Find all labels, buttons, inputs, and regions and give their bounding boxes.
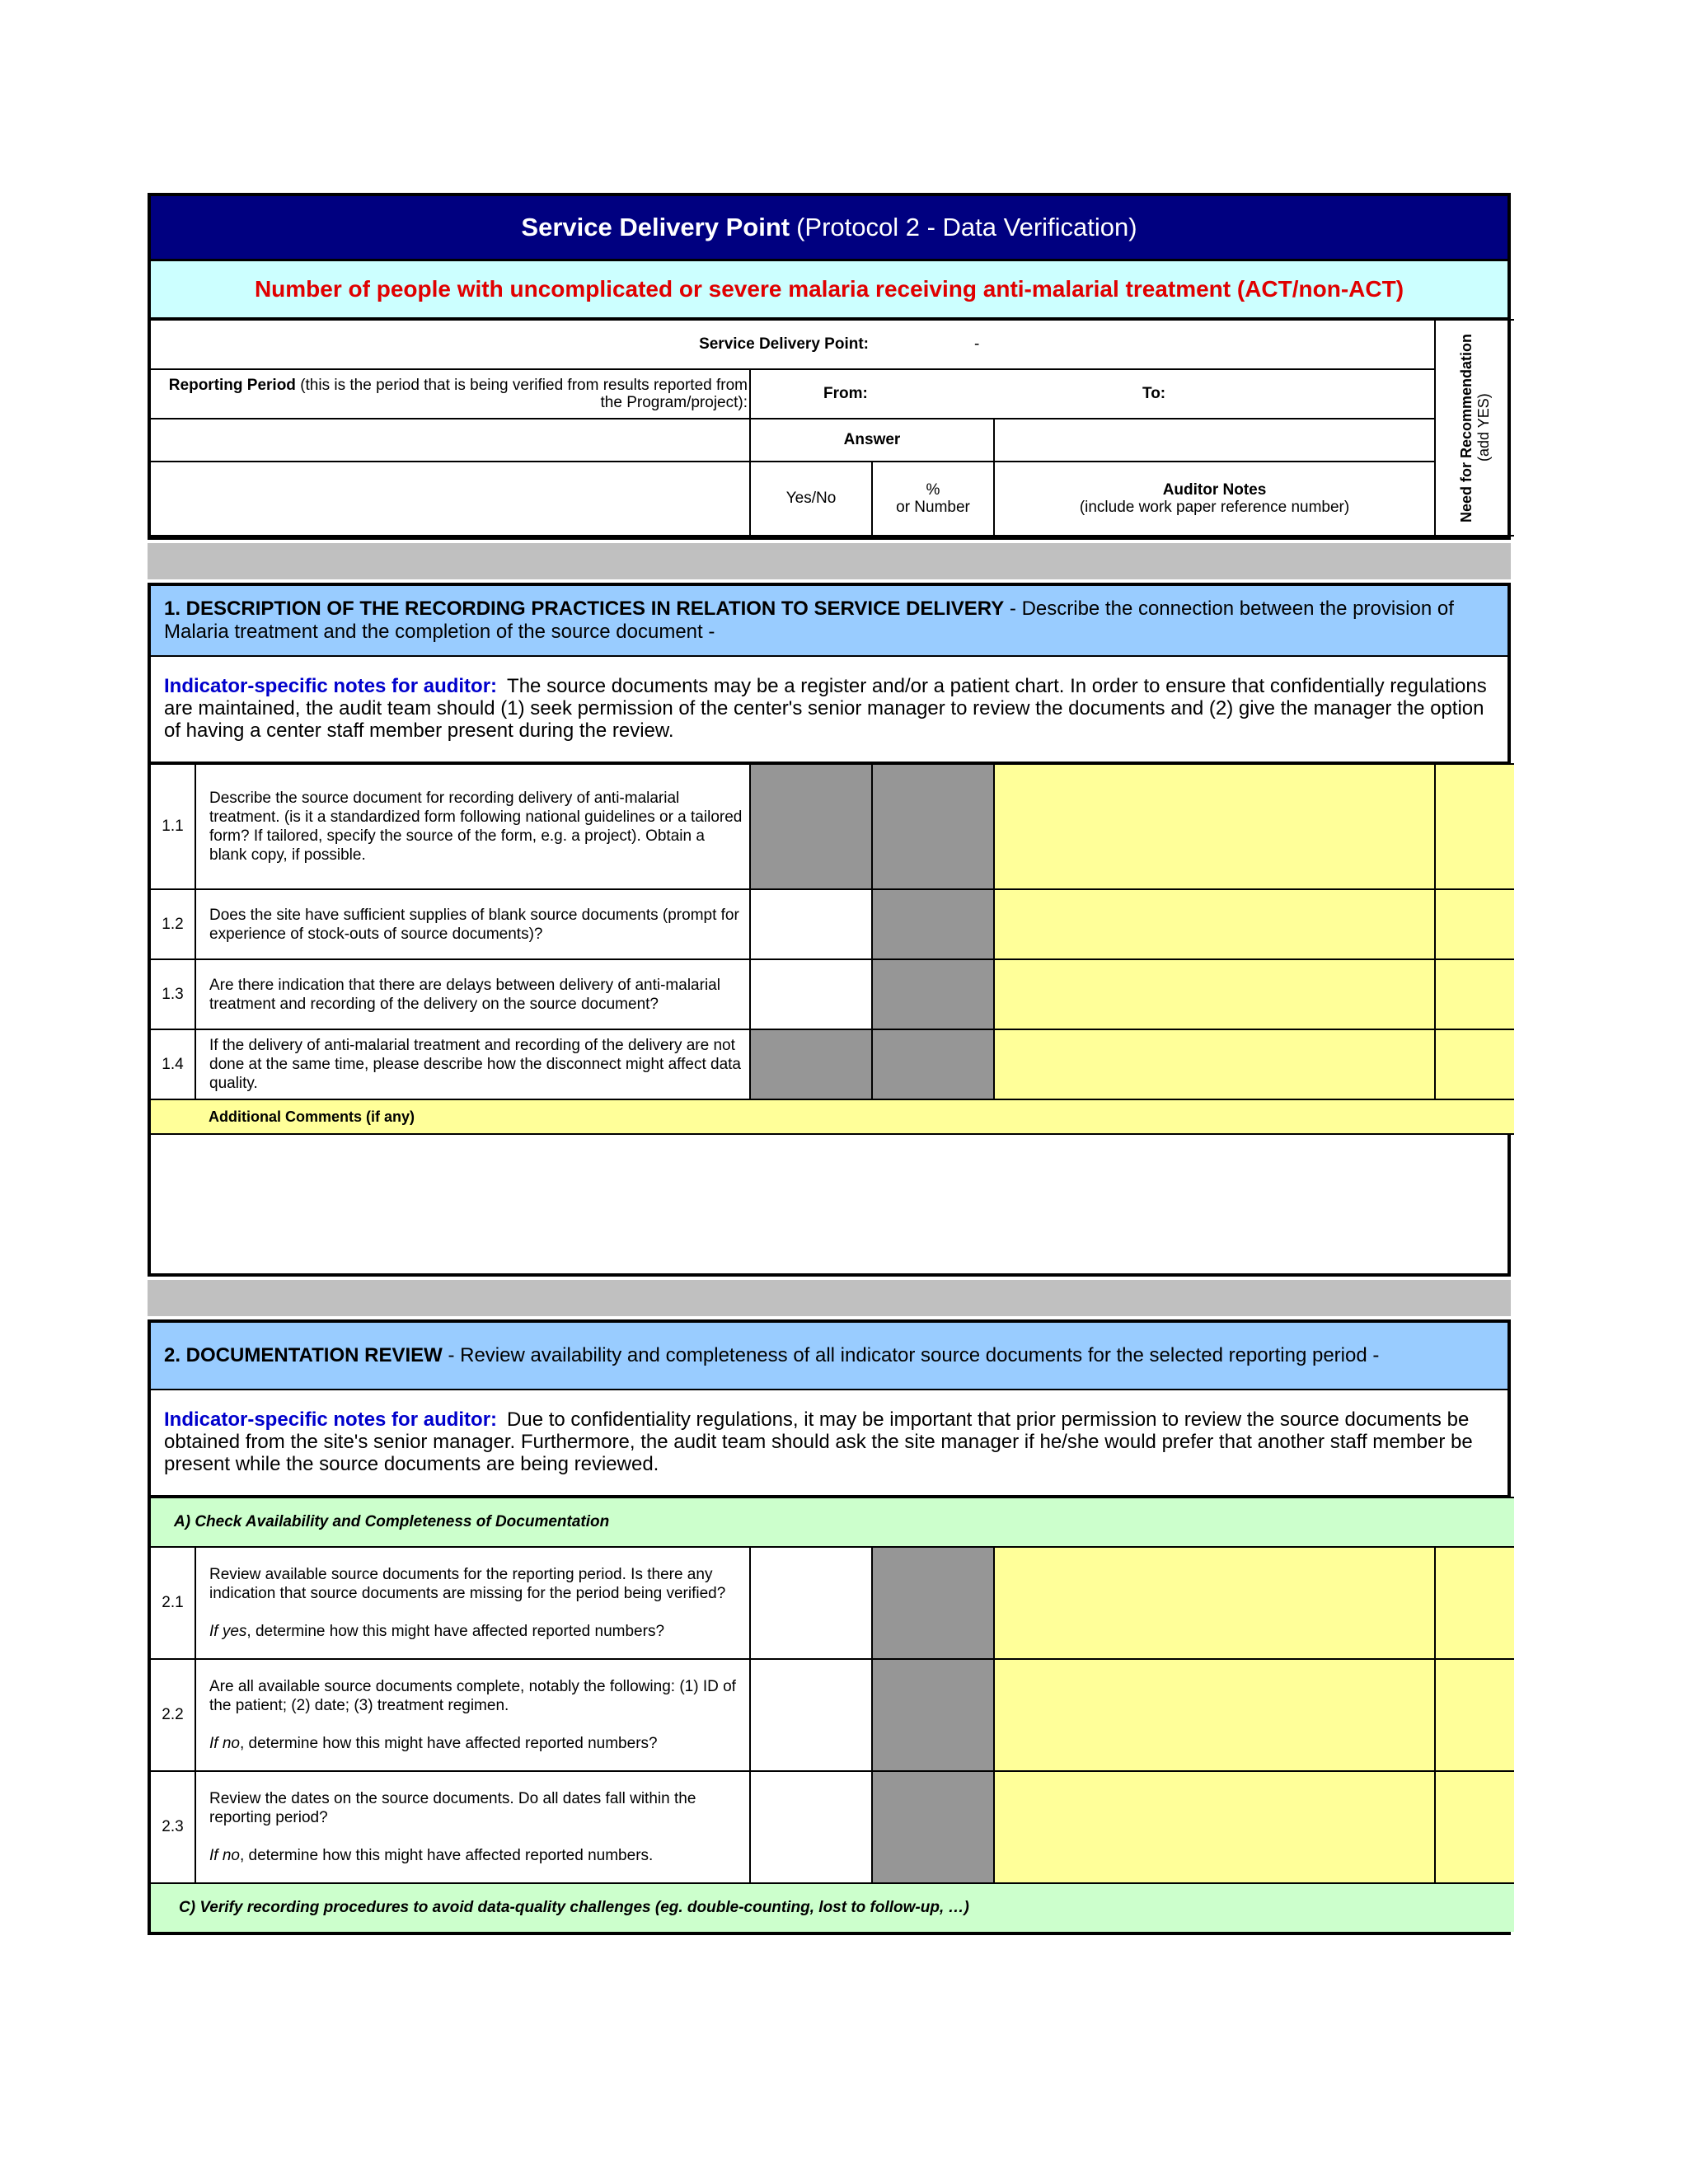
separator <box>148 1280 1511 1316</box>
need-recommendation-header <box>1435 320 1514 536</box>
additional-comments-label: Additional Comments (if any) <box>151 1099 1514 1134</box>
recommendation-input[interactable] <box>1435 959 1514 1029</box>
section-1-table <box>151 763 1514 1135</box>
subsection-c-row <box>151 1883 1514 1932</box>
section-1-heading: 1. DESCRIPTION OF THE RECORDING PRACTICES IN RELATION TO SERVICE DELIVERY - Describe the connection between the provision of Malaria treatment and the completion of the source document - <box>151 586 1507 657</box>
question-text: Describe the source document for recording delivery of anti-malarial treatment. (is it a standardized form following national guidelines or a tailored form? If tailored, specify the source of the form, e.g. a project). Obtain a blank copy, if possible. <box>195 764 750 889</box>
yesno-input[interactable] <box>750 889 872 959</box>
yesno-input[interactable] <box>750 1659 872 1771</box>
subsection-c-label: C) Verify recording procedures to avoid data-quality challenges (eg. double-counting, lost to follow-up, …) <box>151 1883 1514 1932</box>
table-row <box>151 1029 1514 1099</box>
separator <box>148 543 1511 579</box>
table-row <box>151 1659 1514 1771</box>
need-rec-label: Need for Recommendation <box>1457 333 1475 523</box>
section-1-notes: Indicator-specific notes for auditor: The source documents may be a register and/or a patient chart. In order to ensure that confidentially regulations are maintained, the audit team should (1) seek permission of the center's senior manager to review the documents and (2) give the manager the option of having a center staff member present during the review. <box>151 657 1507 763</box>
answer-header: Answer <box>750 419 994 462</box>
protocol-sheet <box>148 193 1511 1935</box>
recommendation-input[interactable] <box>1435 764 1514 889</box>
reporting-period-label: Reporting Period (this is the period that is being verified from results reported from the Program/project): <box>151 369 750 419</box>
form-title <box>151 196 1507 261</box>
question-text: Does the site have sufficient supplies of blank source documents (prompt for experience of stock-outs of source documents)? <box>195 889 750 959</box>
yesno-input[interactable] <box>750 1771 872 1883</box>
section-2-heading: 2. DOCUMENTATION REVIEW - Review availability and completeness of all indicator source documents for the selected reporting period - <box>151 1323 1507 1390</box>
form-title-rest: (Protocol 2 - Data Verification) <box>796 213 1137 241</box>
header-block <box>148 193 1511 540</box>
row-number: 2.3 <box>151 1771 195 1883</box>
row-number: 1.3 <box>151 959 195 1029</box>
pct-cell <box>872 1771 994 1883</box>
table-row <box>151 959 1514 1029</box>
indicator-title: Number of people with uncomplicated or severe malaria receiving anti-malarial treatment (ACT/non-ACT) <box>151 261 1507 319</box>
blank-cell <box>151 419 750 462</box>
header-table <box>151 319 1514 537</box>
need-rec-sub: (add YES) <box>1475 393 1492 462</box>
table-row <box>151 889 1514 959</box>
subsection-a-label: A) Check Availability and Completeness of Documentation <box>151 1497 1514 1547</box>
yesno-cell <box>750 764 872 889</box>
table-row <box>151 1771 1514 1883</box>
yesno-header: Yes/No <box>750 462 872 536</box>
yesno-input[interactable] <box>750 959 872 1029</box>
pct-cell <box>872 959 994 1029</box>
pct-cell <box>872 764 994 889</box>
row-number: 2.1 <box>151 1547 195 1659</box>
pct-cell <box>872 889 994 959</box>
recommendation-input[interactable] <box>1435 1029 1514 1099</box>
pct-cell <box>872 1659 994 1771</box>
pct-cell <box>872 1547 994 1659</box>
auditor-notes-input[interactable] <box>994 1547 1435 1659</box>
to-field[interactable]: To: <box>994 369 1435 419</box>
auditor-notes-input[interactable] <box>994 959 1435 1029</box>
from-field[interactable]: From: <box>750 369 994 419</box>
auditor-notes-input[interactable] <box>994 1659 1435 1771</box>
recommendation-input[interactable] <box>1435 1547 1514 1659</box>
section-1 <box>148 583 1511 1277</box>
question-text: Review available source documents for the reporting period. Is there any indication that source documents are missing for the period being verified? If yes, determine how this might have affected reported numbers? <box>195 1547 750 1659</box>
additional-comments-row <box>151 1099 1514 1134</box>
auditor-notes-header: Auditor Notes (include work paper reference number) <box>994 462 1435 536</box>
row-number: 1.2 <box>151 889 195 959</box>
auditor-notes-input[interactable] <box>994 889 1435 959</box>
question-text: Are all available source documents complete, notably the following: (1) ID of the patient; (2) date; (3) treatment regimen. If no, determine how this might have affected reported numbers? <box>195 1659 750 1771</box>
additional-comments-input[interactable] <box>151 1135 1507 1273</box>
sdp-value-field[interactable]: - <box>872 320 1435 369</box>
blank-cell <box>151 462 750 536</box>
section-2-notes: Indicator-specific notes for auditor: Due to confidentiality regulations, it may be important that prior permission to review the source documents be obtained from the site's senior manager. Furthermore, the audit team should ask the site manager if he/she would prefer that another staff member be present while the source documents are being reviewed. <box>151 1390 1507 1497</box>
table-row <box>151 1547 1514 1659</box>
section-2 <box>148 1319 1511 1935</box>
row-number: 1.4 <box>151 1029 195 1099</box>
auditor-notes-input[interactable] <box>994 1771 1435 1883</box>
sdp-label: Service Delivery Point: <box>151 320 872 369</box>
pct-cell <box>872 1029 994 1099</box>
row-number: 1.1 <box>151 764 195 889</box>
recommendation-input[interactable] <box>1435 1771 1514 1883</box>
question-text: Review the dates on the source documents. Do all dates fall within the reporting period? If no, determine how this might have affected reported numbers. <box>195 1771 750 1883</box>
table-row <box>151 764 1514 889</box>
blank-cell <box>994 419 1435 462</box>
recommendation-input[interactable] <box>1435 889 1514 959</box>
auditor-notes-input[interactable] <box>994 1029 1435 1099</box>
question-text: Are there indication that there are delays between delivery of anti-malarial treatment and recording of the delivery on the source document? <box>195 959 750 1029</box>
pct-header: % or Number <box>872 462 994 536</box>
section-2-table <box>151 1497 1514 1932</box>
form-title-bold: Service Delivery Point <box>521 213 790 241</box>
auditor-notes-input[interactable] <box>994 764 1435 889</box>
yesno-cell <box>750 1029 872 1099</box>
yesno-input[interactable] <box>750 1547 872 1659</box>
question-text: If the delivery of anti-malarial treatment and recording of the delivery are not done at the same time, please describe how the disconnect might affect data quality. <box>195 1029 750 1099</box>
row-number: 2.2 <box>151 1659 195 1771</box>
subsection-a-row <box>151 1497 1514 1547</box>
recommendation-input[interactable] <box>1435 1659 1514 1771</box>
